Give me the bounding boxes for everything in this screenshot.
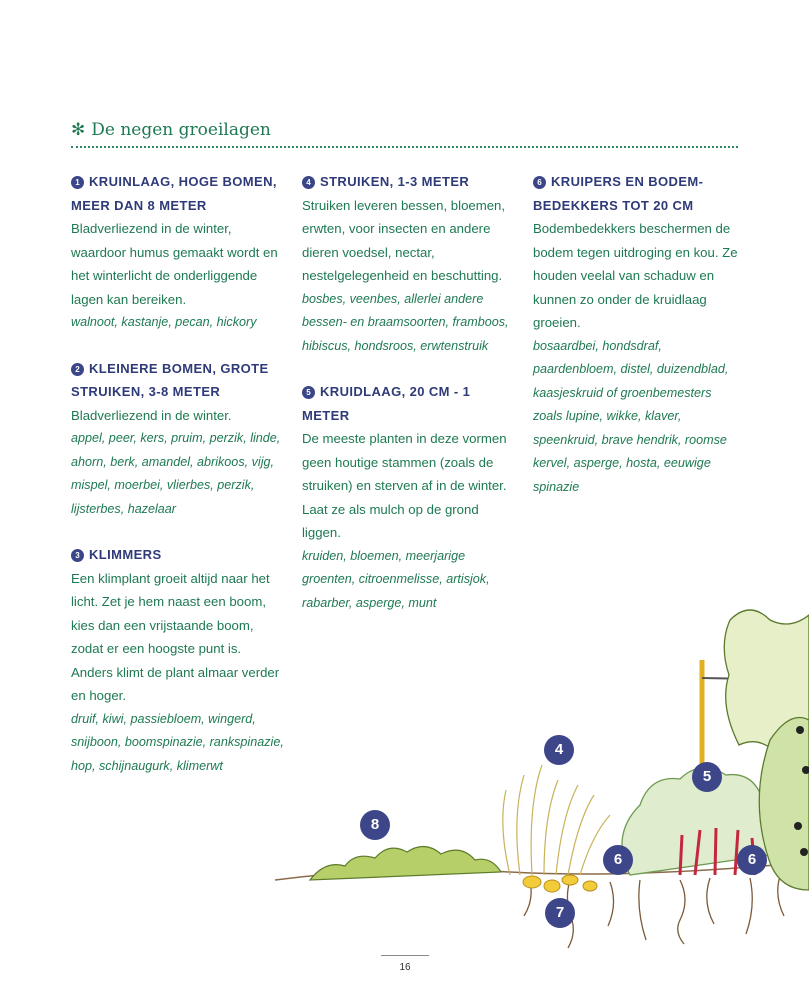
section-title xyxy=(71,170,285,217)
section-title-text: STRUIKEN, 1-3 METER xyxy=(320,174,470,189)
section-title-text: KLEINERE BOMEN, GROTE STRUIKEN, 3-8 METER xyxy=(71,360,269,399)
dotted-divider xyxy=(71,146,738,148)
section-title xyxy=(302,170,512,194)
heading-title: De negen groeilagen xyxy=(91,120,271,140)
footer-divider xyxy=(381,955,429,956)
section-plants: appel, peer, kers, pruim, perzik, linde, ahorn, berk, amandel, abrikoos, vijg, mispel, moerbei, vlierbes, perzik, lijsterbes, hazelaar xyxy=(71,431,281,516)
number-badge: 4 xyxy=(302,176,315,189)
layer-badge-6: 6 xyxy=(603,845,633,875)
section-title xyxy=(71,543,285,567)
section-1 xyxy=(71,170,285,335)
section-title xyxy=(302,380,512,427)
page-heading xyxy=(71,120,271,140)
section-title-text: KRUIPERS EN BODEMBEDEKKERS TOT 20 CM xyxy=(533,174,703,213)
garden-layers-illustration xyxy=(270,590,809,960)
column-2 xyxy=(302,170,512,637)
groundcover xyxy=(310,846,501,880)
page-number: 16 xyxy=(399,962,411,973)
section-text: Bladverliezend in de winter. xyxy=(71,407,232,423)
section-text: Struiken leveren bessen, bloemen, erwten, voor insecten en andere dieren voedsel, nectar, nestelgelegenheid en beschutting. xyxy=(302,197,506,283)
section-plants: bosbes, veenbes, allerlei andere bessen- en braamsoorten, framboos, hibiscus, hondsroos, erwtenstruik xyxy=(302,291,509,353)
section-title-text: KLIMMERS xyxy=(89,547,162,562)
section-plants: walnoot, kastanje, pecan, hickory xyxy=(71,315,257,329)
layer-badge-8: 8 xyxy=(360,810,390,840)
section-text: Bladverliezend in de winter, waardoor humus gemaakt wordt en het winterlicht de onderliggende lagen kan bereiken. xyxy=(71,221,278,307)
section-title-text: KRUINLAAG, HOGE BOMEN, MEER DAN 8 METER xyxy=(71,174,277,213)
section-6 xyxy=(533,170,743,499)
section-title-text: KRUIDLAAG, 20 CM - 1 METER xyxy=(302,384,471,423)
number-badge: 2 xyxy=(71,363,84,376)
section-2 xyxy=(71,357,285,522)
section-4 xyxy=(302,170,512,358)
garden-drawing xyxy=(270,590,809,960)
section-text: De meeste planten in deze vormen geen houtige stammen (zoals de struiken) en sterven af in de winter. Laat ze als mulch op de grond liggen. xyxy=(302,431,507,540)
section-plants: druif, kiwi, passiebloem, wingerd, snijboon, boomspinazie, rankspinazie, hop, schijnaugurk, klimerwt xyxy=(71,711,284,773)
section-plants: bosaardbei, hondsdraf, paardenbloem, distel, duizendblad, kaasjeskruid of groenbemesters zoals lupine, wikke, klaver, speenkruid, brave hendrik, roomse kervel, asperge, hosta, eeuwige spinazie xyxy=(533,338,729,494)
layer-badge-4: 4 xyxy=(544,735,574,765)
layer-badge-7: 7 xyxy=(545,898,575,928)
section-title xyxy=(71,357,285,404)
section-3 xyxy=(71,543,285,778)
number-badge: 3 xyxy=(71,549,84,562)
number-badge: 5 xyxy=(302,386,315,399)
layer-badge-6b: 6 xyxy=(737,845,767,875)
asterisk-icon: ✻ xyxy=(71,120,86,140)
section-text: Een klimplant groeit altijd naar het licht. Zet je hem naast een boom, kies dan een vrijstaande boom, zodat er een hoogste punt is. Anders klimt de plant almaar verder en hoger. xyxy=(71,570,280,703)
column-1 xyxy=(71,170,285,800)
layer-badge-5: 5 xyxy=(692,762,722,792)
grasses xyxy=(503,765,610,875)
section-text: Bodembedekkers beschermen de bodem tegen uitdroging en kou. Ze houden veelal van schaduw en kunnen zo onder de kruidlaag groeien. xyxy=(533,221,738,330)
section-title xyxy=(533,170,743,217)
column-3 xyxy=(533,170,743,521)
number-badge: 1 xyxy=(71,176,84,189)
fruits xyxy=(523,875,597,892)
section-5 xyxy=(302,380,512,615)
section-plants: kruiden, bloemen, meerjarige groenten, citroenmelisse, artisjok, rabarber, asperge, munt xyxy=(302,548,490,610)
number-badge: 6 xyxy=(533,176,546,189)
